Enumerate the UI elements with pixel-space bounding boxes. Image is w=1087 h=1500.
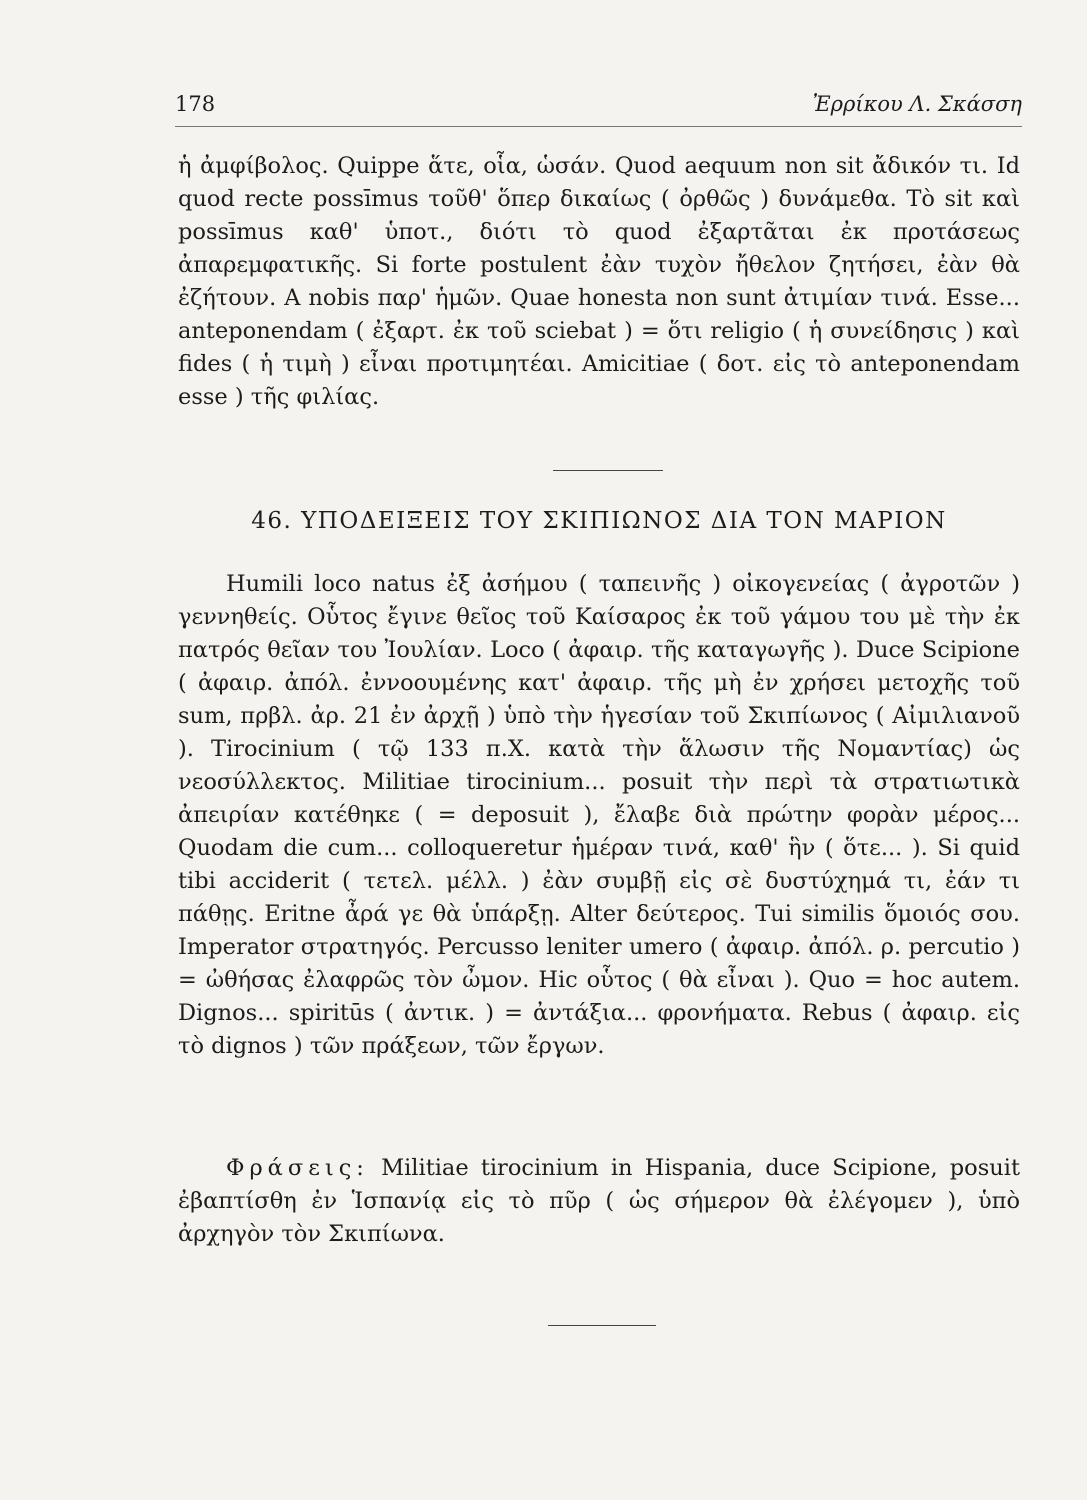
phrases-label: Φράσεις: (226, 1155, 369, 1181)
running-head: Ἐρρίκου Λ. Σκάσση (812, 92, 1022, 116)
commentary-paragraph (178, 568, 1020, 1063)
paragraph-text: Humili loco natus ἐξ ἀσήμου ( ταπεινῆς ) οἰκογενείας ( ἀγροτῶν ) γεννηθείς. Οὗτος ἔγινε θεῖος τοῦ Καίσαρος ἐκ τοῦ γάμου του μὲ τὴν ἐκ πατρός θεῖαν του Ἰουλίαν. Loco ( ἀφαιρ. τῆς καταγωγῆς ). Duce Scipione ( ἀφαιρ. ἀπόλ. ἐννοουμένης κατ' ἀφαιρ. τῆς μὴ ἐν χρήσει μετοχῆς τοῦ sum, πρβλ. ἀρ. 21 ἐν ἀρχῇ ) ὑπὸ τὴν ἡγεσίαν τοῦ Σκιπίωνος ( Αἰμιλιανοῦ ). Tirocinium ( τῷ 133 π.Χ. κατὰ τὴν ἅλωσιν τῆς Νομαντίας) ὡς νεοσύλλεκτος. Militiae tirocinium... posuit τὴν περὶ τὰ στρατιωτικὰ ἀπειρίαν κατέθηκε ( = deposuit ), ἔλαβε διὰ πρώτην φορὰν μέρος... Quodam die cum... colloqueretur ἡμέραν τινά, καθ' ἣν ( ὅτε... ). Si quid tibi acciderit ( τετελ. μέλλ. ) ἐὰν συμβῇ εἰς σὲ δυστύχημά τι, ἐάν τι πάθῃς. Eritne ἆρά γε θὰ ὑπάρξῃ. Alter δεύτερος. Tui similis ὅμοιός σου. Imperator στρατηγός. Percusso leniter umero ( ἀφαιρ. ἀπόλ. ρ. percutio ) = ὠθήσας ἐλαφρῶς τὸν ὦμον. Hic οὗτος ( θὰ εἶναι ). Quo = hoc autem. Dignos... spiritūs ( ἀντικ. ) = ἀντάξια... φρονήματα. Rebus ( ἀφαιρ. εἰς τὸ dignos ) τῶν πράξεων, τῶν ἔργων. (178, 571, 1020, 1059)
header-rule (175, 126, 1022, 127)
paragraph-text: ἡ ἀμφίβολος. Quippe ἅτε, οἷα, ὡσάν. Quod aequum non sit ἄδικόν τι. Id quod recte possīmus τοῦθ' ὅπερ δικαίως ( ὀρθῶς ) δυνάμεθα. Τὸ sit καὶ possīmus καθ' ὑποτ., διότι τὸ quod ἐξαρτᾶται ἐκ προτάσεως ἀπαρεμφατικῆς. Si forte postulent ἐὰν τυχὸν ἤθελον ζητήσει, ἐὰν θὰ ἐζήτουν. A nobis παρ' ἡμῶν. Quae honesta non sunt ἀτιμίαν τινά. Esse... anteponendam ( ἐξαρτ. ἐκ τοῦ sciebat ) = ὅτι religio ( ἡ συνείδησις ) καὶ fides ( ἡ τιμὴ ) εἶναι προτιμητέαι. Amicitiae ( δοτ. εἰς τὸ anteponendam esse ) τῆς φιλίας. (178, 153, 1020, 410)
paragraph-text (178, 1152, 1020, 1251)
phrases-text: Militiae tirocinium in Hispania, duce Scipione, posuit ἐβαπτίσθη ἐν Ἱσπανίᾳ εἰς τὸ πῦρ ( ὡς σήμερον θὰ ἐλέγομεν ), ὑπὸ ἀρχηγὸν τὸν Σκιπίωνα. (178, 1155, 1020, 1247)
page-header (175, 92, 1022, 126)
paragraph-continued (178, 150, 1020, 414)
page-number: 178 (175, 92, 216, 116)
phrases-paragraph (178, 1152, 1020, 1251)
section-divider (553, 470, 663, 471)
section-title: 46. ΥΠΟΔΕΙΞΕΙΣ ΤΟΥ ΣΚΙΠΙΩΝΟΣ ΔΙΑ ΤΟΝ ΜΑΡΙΟΝ (251, 508, 947, 534)
end-divider (548, 1325, 656, 1326)
